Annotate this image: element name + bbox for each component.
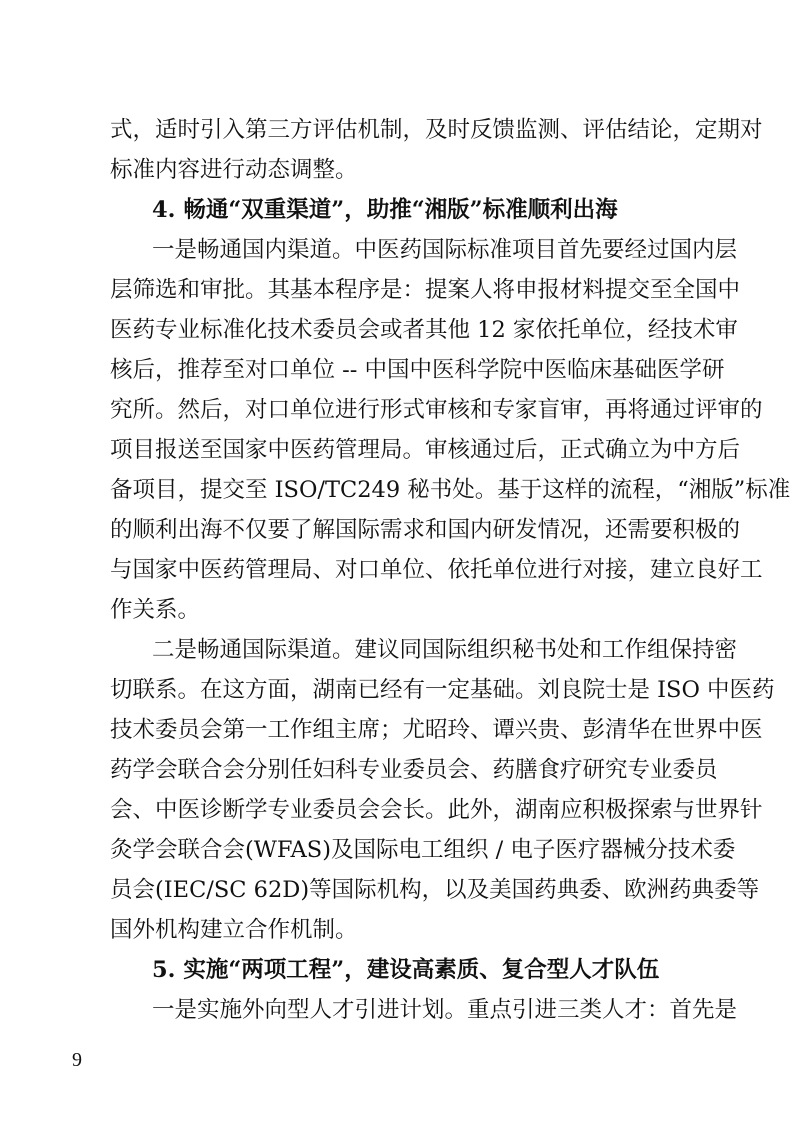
section-heading-5: 5. 实施“两项工程”，建设高素质、复合型人才队伍: [152, 957, 660, 983]
paragraph-line: 式，适时引入第三方评估机制，及时反馈监测、评估结论，定期对: [110, 117, 763, 143]
paragraph-line: 一是实施外向型人才引进计划。重点引进三类人才：首先是: [152, 997, 738, 1023]
paragraph-line: 标准内容进行动态调整。: [110, 157, 358, 183]
paragraph-line: 灸学会联合会(WFAS)及国际电工组织 / 电子医疗器械分技术委: [110, 837, 736, 863]
paragraph-line: 医药专业标准化技术委员会或者其他 12 家依托单位，经技术审: [110, 317, 738, 343]
paragraph-line: 作关系。: [110, 597, 201, 623]
paragraph-line: 会、中医诊断学专业委员会会长。此外，湖南应积极探索与世界针: [110, 797, 763, 823]
paragraph-line: 一是畅通国内渠道。中医药国际标准项目首先要经过国内层: [152, 237, 738, 263]
section-heading-4: 4. 畅通“双重渠道”，助推“湘版”标准顺利出海: [152, 197, 618, 223]
paragraph-line: 项目报送至国家中医药管理局。审核通过后，正式确立为中方后: [110, 437, 741, 463]
paragraph-line: 备项目，提交至 ISO/TC249 秘书处。基于这样的流程，“湘版”标准: [110, 477, 791, 503]
paragraph-line: 切联系。在这方面，湖南已经有一定基础。刘良院士是 ISO 中医药: [110, 677, 775, 703]
paragraph-line: 究所。然后，对口单位进行形式审核和专家盲审，再将通过评审的: [110, 397, 763, 423]
page-number: 9: [72, 1049, 82, 1071]
paragraph-line: 核后，推荐至对口单位 -- 中国中医科学院中医临床基础医学研: [110, 357, 725, 383]
paragraph-line: 国外机构建立合作机制。: [110, 917, 358, 943]
paragraph-line: 层筛选和审批。其基本程序是：提案人将申报材料提交至全国中: [110, 277, 741, 303]
paragraph-line: 的顺利出海不仅要了解国际需求和国内研发情况，还需要积极的: [110, 517, 741, 543]
paragraph-line: 技术委员会第一工作组主席；尤昭玲、谭兴贵、彭清华在世界中医: [110, 717, 763, 743]
paragraph-line: 与国家中医药管理局、对口单位、依托单位进行对接，建立良好工: [110, 557, 763, 583]
paragraph-line: 药学会联合会分别任妇科专业委员会、药膳食疗研究专业委员: [110, 757, 718, 783]
paragraph-line: 二是畅通国际渠道。建议同国际组织秘书处和工作组保持密: [152, 637, 738, 663]
paragraph-line: 员会(IEC/SC 62D)等国际机构，以及美国药典委、欧洲药典委等: [110, 877, 760, 903]
